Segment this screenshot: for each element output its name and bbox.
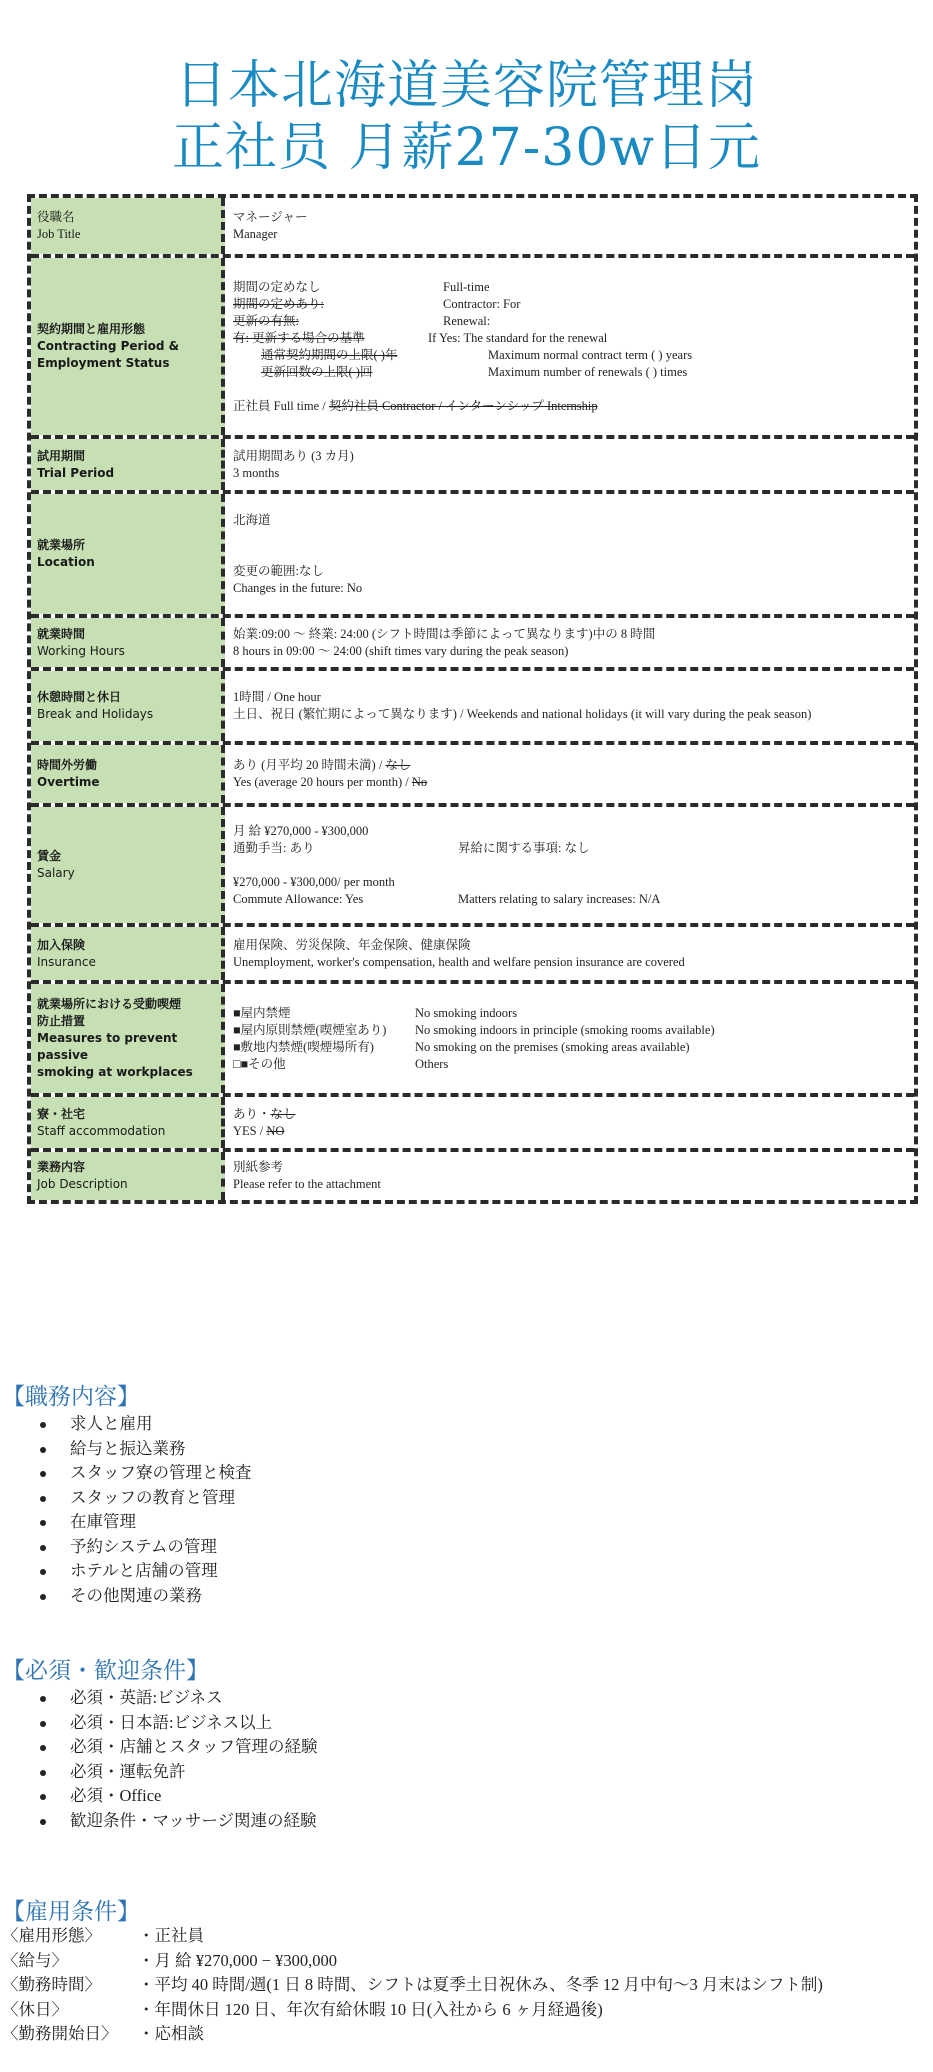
row-insurance (31, 927, 914, 984)
value-line: 雇用保険、労災保険、年金保険、健康保険 (233, 937, 471, 952)
value-line (233, 347, 906, 364)
condition-row (2, 2022, 823, 2047)
list-item: 求人と雇用 (40, 1412, 252, 1437)
label-cell (31, 618, 225, 667)
condition-key: 〈勤務開始日〉 (2, 2024, 118, 2043)
list-item: 歓迎条件・マッサージ関連の経験 (40, 1809, 318, 1834)
value-en: If Yes: The standard for the renewal (428, 330, 608, 345)
value-line (233, 1005, 906, 1022)
value-line: 月 給 ¥270,000 - ¥300,000 (233, 823, 369, 838)
label-en: Contracting Period & (37, 339, 180, 353)
value-line: 8 hours in 09:00 〜 24:00 (shift times vary during the peak season) (233, 643, 569, 658)
value-line (233, 1123, 906, 1140)
list-item: 給与と振込業務 (40, 1437, 252, 1462)
value-line (233, 1106, 906, 1123)
label-cell (31, 198, 225, 254)
label-cell (31, 1097, 225, 1148)
list-item: ホテルと店舗の管理 (40, 1559, 252, 1584)
label-cell (31, 1152, 225, 1200)
value-text: あり (月平均 20 時間未満) / (233, 758, 386, 772)
value-ja: 更新回数の上限( )回 (261, 364, 373, 379)
page-title-line-1: 日本北海道美容院管理岗 (174, 56, 758, 116)
label-en: smoking at workplaces (37, 1065, 193, 1079)
value-en: Maximum number of renewals ( ) times (488, 364, 688, 379)
list-item: 必須・運転免許 (40, 1760, 318, 1785)
value-line: ¥270,000 - ¥300,000/ per month (233, 874, 395, 889)
condition-row (2, 1998, 823, 2023)
value-cell (225, 1152, 914, 1200)
row-smoking (31, 984, 914, 1097)
label-cell (31, 984, 225, 1093)
conditions-list (2, 1924, 823, 2047)
value-text: YES / (233, 1123, 267, 1138)
row-working-hours (31, 618, 914, 671)
row-overtime (31, 745, 914, 807)
value-line (233, 330, 906, 347)
row-salary (31, 807, 914, 927)
list-item: 必須・Office (40, 1784, 318, 1809)
label-en: Insurance (37, 954, 96, 969)
label-en: Job Description (37, 1177, 128, 1191)
value-line: マネージャー (233, 210, 308, 224)
value-en: No smoking on the premises (smoking areas available) (415, 1039, 690, 1054)
label-cell (31, 671, 225, 741)
list-item: スタッフの教育と管理 (40, 1486, 252, 1511)
label-ja: 寮・社宅 (37, 1106, 86, 1121)
label-cell (31, 494, 225, 614)
value-line (233, 1039, 906, 1056)
row-job-title (31, 198, 914, 258)
value-cell (225, 494, 914, 614)
value-en: Contractor: For (443, 296, 521, 311)
condition-value: ・正社員 (138, 1926, 204, 1945)
row-break-holidays (31, 671, 914, 745)
job-conditions-table (27, 194, 918, 1204)
value-line (233, 398, 906, 415)
value-en: Matters relating to salary increases: N/A (458, 891, 661, 906)
page-title-line-2: 正社员 月薪27-30w日元 (172, 118, 761, 178)
value-ja: 有: 更新する場合の基準 (233, 330, 365, 345)
value-ja: 期間の定めあり: (233, 296, 324, 311)
value-line: 試用期間あり (3 カ月) (233, 448, 354, 463)
value-line: Please refer to the attachment (233, 1177, 381, 1191)
value-line: 1時間 / One hour (233, 690, 321, 704)
label-cell (31, 927, 225, 980)
value-line: 別紙参考 (233, 1160, 284, 1174)
label-ja: 就業場所における受動喫煙 (37, 997, 182, 1011)
value-line (233, 296, 906, 313)
value-line (233, 313, 906, 330)
condition-value: ・応相談 (138, 2024, 204, 2043)
value-line (233, 279, 906, 296)
label-ja: 賃金 (37, 849, 62, 863)
value-cell (225, 1097, 914, 1148)
value-ja: 通勤手当: あり (233, 840, 315, 855)
label-en: Job Title (37, 227, 81, 241)
condition-value: ・月 給 ¥270,000 − ¥300,000 (138, 1950, 338, 1970)
value-line: 変更の範囲:なし (233, 563, 324, 578)
label-cell (31, 258, 225, 435)
value-line: Manager (233, 227, 278, 241)
value-ja: 更新の有無: (233, 313, 299, 328)
value-ja: □■その他 (233, 1056, 286, 1071)
value-line (233, 1022, 906, 1039)
label-en: Working Hours (37, 643, 125, 658)
condition-row (2, 1949, 823, 1974)
label-ja: 契約期間と雇用形態 (37, 322, 146, 336)
value-ja: ■屋内原則禁煙(喫煙室あり) (233, 1022, 387, 1037)
value-ja: 期間の定めなし (233, 279, 321, 294)
value-cell (225, 984, 914, 1093)
condition-key: 〈休日〉 (2, 1999, 68, 2019)
value-struck: なし (270, 1106, 296, 1121)
requirements-heading: 【必須・歓迎条件】 (2, 1658, 209, 1684)
label-ja: 加入保険 (37, 937, 86, 952)
value-ja: 通常契約期間の上限( )年 (261, 347, 398, 362)
value-en: Commute Allowance: Yes (233, 891, 364, 906)
label-en: Measures to prevent passive (37, 1031, 178, 1062)
value-en: Others (415, 1056, 449, 1071)
list-item: 必須・店舗とスタッフ管理の経験 (40, 1735, 318, 1760)
duties-heading: 【職務内容】 (2, 1384, 140, 1410)
value-ja: ■屋内禁煙 (233, 1005, 291, 1020)
row-location (31, 494, 914, 618)
value-cell (225, 258, 914, 435)
row-contract (31, 258, 914, 439)
requirements-list (40, 1686, 318, 1833)
label-cell (31, 439, 225, 490)
value-en: Maximum normal contract term ( ) years (488, 347, 693, 362)
value-struck: No (411, 775, 428, 789)
condition-value: ・平均 40 時間/週(1 日 8 時間、シフトは夏季土日祝休み、冬季 12 月中旬〜3 月末はシフト制) (138, 1975, 823, 1994)
label-cell (31, 745, 225, 803)
list-item: 予約システムの管理 (40, 1535, 252, 1560)
list-item: 必須・英語:ビジネス (40, 1686, 318, 1711)
label-ja: 防止措置 (37, 1014, 86, 1028)
value-line (233, 364, 906, 381)
row-job-description (31, 1152, 914, 1200)
condition-row (2, 1924, 823, 1949)
value-line (233, 891, 906, 908)
value-text: Yes (average 20 hours per month) / (233, 775, 412, 789)
value-struck: NO (266, 1123, 285, 1138)
condition-row (2, 1973, 823, 1998)
value-line: 土日、祝日 (繁忙期によって異なります) / Weekends and national holidays (it will vary during the peak season) (233, 707, 812, 721)
conditions-heading: 【雇用条件】 (2, 1899, 140, 1925)
label-ja: 休憩時間と休日 (37, 690, 122, 704)
value-text: あり・ (233, 1106, 271, 1121)
value-line: 始業:09:00 〜 終業: 24:00 (シフト時間は季節によって異なります)中の 8 時間 (233, 626, 656, 641)
value-cell (225, 618, 914, 667)
value-line (233, 774, 906, 791)
row-trial (31, 439, 914, 494)
value-en: No smoking indoors in principle (smoking rooms available) (415, 1022, 715, 1037)
label-en: Overtime (37, 775, 100, 789)
condition-key: 〈雇用形態〉 (2, 1926, 101, 1945)
value-ja: 昇給に関する事項: なし (458, 840, 590, 855)
condition-value: ・年間休日 120 日、年次有給休暇 10 日(入社から 6 ヶ月経過後) (138, 1999, 603, 2019)
value-struck: なし (385, 758, 411, 772)
condition-key: 〈勤務時間〉 (2, 1975, 101, 1994)
row-housing (31, 1097, 914, 1152)
value-text: 正社員 Full time / (233, 398, 329, 413)
value-cell (225, 807, 914, 923)
duties-list (40, 1412, 252, 1608)
condition-key: 〈給与〉 (2, 1950, 68, 1970)
value-cell (225, 927, 914, 980)
list-item: 在庫管理 (40, 1510, 252, 1535)
value-line (233, 1056, 906, 1073)
value-cell (225, 671, 914, 741)
value-line (233, 840, 906, 857)
list-item: 必須・日本語:ビジネス以上 (40, 1711, 318, 1736)
label-ja: 就業場所 (37, 538, 86, 552)
label-en: Staff accommodation (37, 1123, 166, 1138)
value-line: Changes in the future: No (233, 580, 363, 595)
value-cell (225, 745, 914, 803)
label-en: Trial Period (37, 465, 115, 480)
list-item: スタッフ寮の管理と検査 (40, 1461, 252, 1486)
label-ja: 時間外労働 (37, 758, 98, 772)
value-cell (225, 439, 914, 490)
label-en: Location (37, 555, 95, 569)
label-en: Employment Status (37, 356, 170, 370)
value-line: Unemployment, worker's compensation, health and welfare pension insurance are covered (233, 954, 685, 969)
value-en: No smoking indoors (415, 1005, 518, 1020)
value-en: Renewal: (443, 313, 491, 328)
value-line: 北海道 (233, 512, 271, 527)
label-en: Break and Holidays (37, 707, 154, 721)
value-cell (225, 198, 914, 254)
value-ja: ■敷地内禁煙(喫煙場所有) (233, 1039, 374, 1054)
label-ja: 業務内容 (37, 1160, 86, 1174)
value-line: 3 months (233, 465, 280, 480)
value-line (233, 757, 906, 774)
value-struck: 契約社員 Contractor / インターンシップ Internship (328, 398, 598, 413)
list-item: その他関連の業務 (40, 1584, 252, 1609)
label-ja: 就業時間 (37, 626, 86, 641)
label-ja: 役職名 (37, 210, 75, 224)
label-en: Salary (37, 866, 75, 880)
label-ja: 試用期間 (37, 448, 86, 463)
value-en: Full-time (443, 279, 490, 294)
label-cell (31, 807, 225, 923)
